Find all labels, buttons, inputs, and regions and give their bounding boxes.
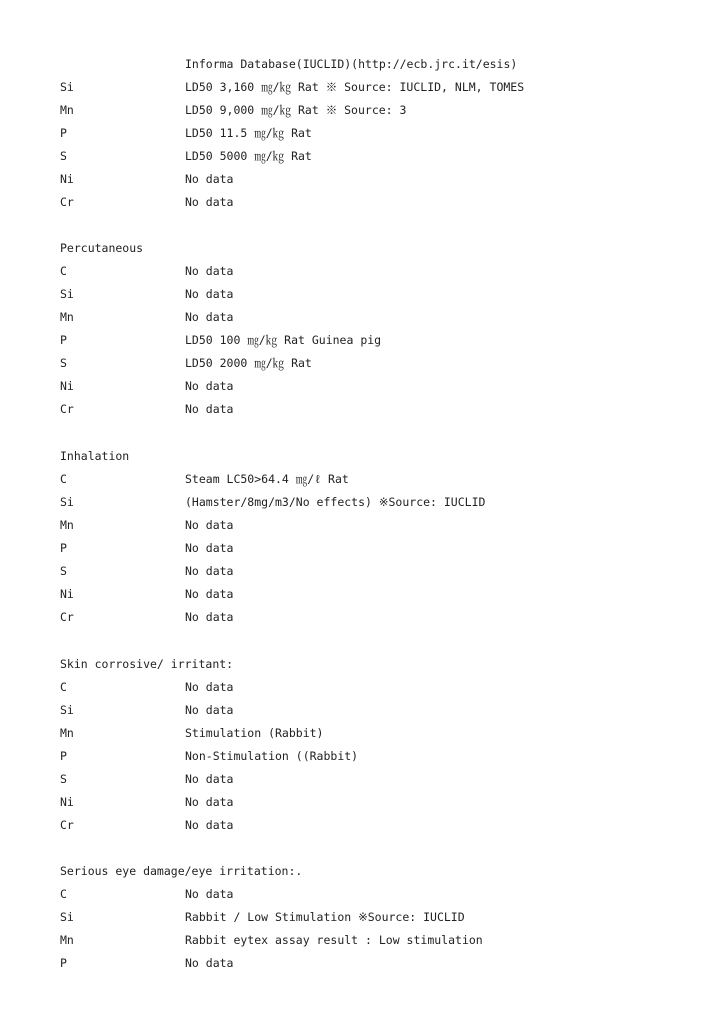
element-value: No data	[185, 610, 234, 624]
section-heading: Inhalation	[60, 449, 130, 463]
element-value: No data	[185, 703, 234, 717]
element-label: S	[60, 564, 67, 578]
element-value: No data	[185, 887, 234, 901]
element-label: Mn	[60, 518, 74, 532]
element-label: Mn	[60, 933, 74, 947]
inhalation-row-si	[0, 493, 720, 511]
element-label: Ni	[60, 172, 74, 186]
element-label: Ni	[60, 587, 74, 601]
element-label: Ni	[60, 795, 74, 809]
element-value: No data	[185, 956, 234, 970]
element-value: No data	[185, 310, 234, 324]
element-value: LD50 3,160 ㎎/㎏ Rat ※ Source: IUCLID, NLM, TOMES	[185, 80, 525, 94]
skin-row-cr	[0, 816, 720, 834]
element-value: No data	[185, 264, 234, 278]
skin-row-mn	[0, 724, 720, 742]
element-label: Mn	[60, 726, 74, 740]
element-value: LD50 2000 ㎎/㎏ Rat	[185, 356, 312, 370]
element-label: Cr	[60, 195, 74, 209]
element-label: S	[60, 772, 67, 786]
skin-row-si	[0, 701, 720, 719]
percutaneous-row-s	[0, 354, 720, 372]
element-value: Steam LC50>64.4 ㎎/ℓ Rat	[185, 472, 349, 486]
skin-row-c	[0, 678, 720, 696]
eye-row-p	[0, 954, 720, 972]
element-label: Cr	[60, 610, 74, 624]
skin-row-p	[0, 747, 720, 765]
element-value: No data	[185, 564, 234, 578]
inhalation-row-ni	[0, 585, 720, 603]
element-label: Si	[60, 910, 74, 924]
element-value: LD50 11.5 ㎎/㎏ Rat	[185, 126, 312, 140]
inhalation-row-mn	[0, 516, 720, 534]
element-value: Stimulation (Rabbit)	[185, 726, 324, 740]
element-value: No data	[185, 518, 234, 532]
element-label: P	[60, 749, 67, 763]
element-label: P	[60, 126, 67, 140]
element-label: S	[60, 356, 67, 370]
percutaneous-row-mn	[0, 308, 720, 326]
element-value: No data	[185, 541, 234, 555]
eye-row-si	[0, 908, 720, 926]
element-value: No data	[185, 287, 234, 301]
element-label: S	[60, 149, 67, 163]
element-label: P	[60, 541, 67, 555]
element-value: LD50 5000 ㎎/㎏ Rat	[185, 149, 312, 163]
element-label: Cr	[60, 818, 74, 832]
element-label: C	[60, 472, 67, 486]
section-heading: Serious eye damage/eye irritation:.	[60, 864, 303, 878]
percutaneous-row-p	[0, 331, 720, 349]
element-value: No data	[185, 402, 234, 416]
section-heading-eye	[0, 862, 720, 880]
element-label: Si	[60, 80, 74, 94]
element-value: No data	[185, 172, 234, 186]
percutaneous-row-ni	[0, 377, 720, 395]
element-label: Mn	[60, 103, 74, 117]
oral-row-p	[0, 124, 720, 142]
element-label: P	[60, 333, 67, 347]
oral-row-si	[0, 78, 720, 96]
eye-row-c	[0, 885, 720, 903]
inhalation-row-c	[0, 470, 720, 488]
skin-row-ni	[0, 793, 720, 811]
percutaneous-row-si	[0, 285, 720, 303]
intro-row	[0, 55, 720, 73]
element-label: C	[60, 264, 67, 278]
element-value: No data	[185, 795, 234, 809]
element-value: Rabbit / Low Stimulation ※Source: IUCLID	[185, 910, 465, 924]
element-value: No data	[185, 772, 234, 786]
element-label: Mn	[60, 310, 74, 324]
element-value: (Hamster/8mg/m3/No effects) ※Source: IUCLID	[185, 495, 486, 509]
percutaneous-row-c	[0, 262, 720, 280]
section-heading-percutaneous	[0, 239, 720, 257]
source-reference: Informa Database(IUCLID)(http://ecb.jrc.it/esis)	[185, 57, 518, 71]
section-heading: Percutaneous	[60, 241, 144, 255]
inhalation-row-cr	[0, 608, 720, 626]
element-value: LD50 100 ㎎/㎏ Rat Guinea pig	[185, 333, 382, 347]
element-value: No data	[185, 818, 234, 832]
section-heading-skin	[0, 655, 720, 673]
inhalation-row-p	[0, 539, 720, 557]
oral-row-s	[0, 147, 720, 165]
eye-row-mn	[0, 931, 720, 949]
element-label: Cr	[60, 402, 74, 416]
oral-row-cr	[0, 193, 720, 211]
inhalation-row-s	[0, 562, 720, 580]
section-heading-inhalation	[0, 447, 720, 465]
skin-row-s	[0, 770, 720, 788]
element-label: Si	[60, 703, 74, 717]
section-heading: Skin corrosive/ irritant:	[60, 657, 234, 671]
element-value: No data	[185, 680, 234, 694]
element-value: No data	[185, 587, 234, 601]
element-value: LD50 9,000 ㎎/㎏ Rat ※ Source: 3	[185, 103, 407, 117]
oral-row-ni	[0, 170, 720, 188]
element-value: No data	[185, 379, 234, 393]
element-label: P	[60, 956, 67, 970]
element-label: Si	[60, 495, 74, 509]
element-label: C	[60, 887, 67, 901]
element-label: Si	[60, 287, 74, 301]
element-value: Rabbit eytex assay result : Low stimulation	[185, 933, 483, 947]
element-value: Non-Stimulation ((Rabbit)	[185, 749, 359, 763]
oral-row-mn	[0, 101, 720, 119]
element-label: Ni	[60, 379, 74, 393]
element-label: C	[60, 680, 67, 694]
percutaneous-row-cr	[0, 400, 720, 418]
element-value: No data	[185, 195, 234, 209]
